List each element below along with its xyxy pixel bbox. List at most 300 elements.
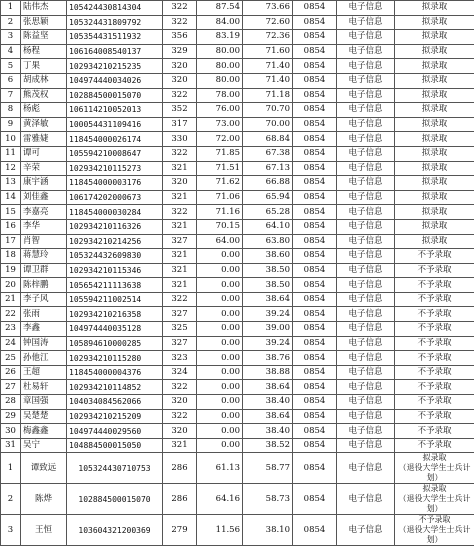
table-row-special-plan — [1, 484, 474, 515]
retest-score: 0.00 — [197, 365, 243, 380]
final-score: 67.13 — [243, 161, 293, 176]
candidate-id: 105894610000285 — [67, 336, 163, 351]
major-name: 电子信息 — [337, 515, 395, 546]
retest-score: 0.00 — [197, 263, 243, 278]
exam-total: 322 — [163, 146, 197, 161]
final-score: 39.24 — [243, 307, 293, 322]
table-body — [1, 1, 474, 546]
retest-score: 0.00 — [197, 336, 243, 351]
exam-total: 321 — [163, 161, 197, 176]
major-code: 0854 — [293, 484, 337, 515]
table-row — [1, 336, 474, 351]
candidate-id: 102884500015070 — [67, 88, 163, 103]
major-name: 电子信息 — [337, 234, 395, 249]
row-number: 1 — [1, 453, 21, 484]
row-number: 17 — [1, 234, 21, 249]
exam-total: 322 — [163, 88, 197, 103]
candidate-id: 105654211113638 — [67, 278, 163, 293]
candidate-name: 孙他江 — [21, 351, 67, 366]
candidate-name: 杨彪 — [21, 103, 67, 118]
retest-score: 80.00 — [197, 59, 243, 74]
row-number: 26 — [1, 365, 21, 380]
major-name: 电子信息 — [337, 30, 395, 45]
admission-status: 不予录取 — [395, 322, 474, 337]
major-name: 电子信息 — [337, 1, 395, 16]
candidate-name: 李华 — [21, 219, 67, 234]
candidate-name: 谭卫群 — [21, 263, 67, 278]
table-row — [1, 322, 474, 337]
candidate-name: 吴宁 — [21, 438, 67, 453]
retest-score: 64.16 — [197, 484, 243, 515]
table-row — [1, 146, 474, 161]
exam-total: 320 — [163, 395, 197, 410]
major-name: 电子信息 — [337, 453, 395, 484]
major-name: 电子信息 — [337, 73, 395, 88]
row-number: 12 — [1, 161, 21, 176]
admission-status: 拟录取 — [395, 1, 474, 16]
row-number: 29 — [1, 409, 21, 424]
major-code: 0854 — [293, 292, 337, 307]
table-row — [1, 409, 474, 424]
candidate-id: 102934210215209 — [67, 409, 163, 424]
retest-score: 0.00 — [197, 351, 243, 366]
candidate-id: 106164008540137 — [67, 44, 163, 59]
final-score: 38.64 — [243, 380, 293, 395]
candidate-name: 钟国涛 — [21, 336, 67, 351]
table-row — [1, 88, 474, 103]
admission-status: 不予录取 — [395, 249, 474, 264]
exam-total: 321 — [163, 438, 197, 453]
major-code: 0854 — [293, 30, 337, 45]
final-score: 71.40 — [243, 73, 293, 88]
major-code: 0854 — [293, 44, 337, 59]
retest-score: 0.00 — [197, 278, 243, 293]
final-score: 38.76 — [243, 351, 293, 366]
retest-score: 64.00 — [197, 234, 243, 249]
major-name: 电子信息 — [337, 278, 395, 293]
retest-score: 0.00 — [197, 438, 243, 453]
admission-status: 拟录取 — [395, 73, 474, 88]
row-number: 6 — [1, 73, 21, 88]
exam-total: 322 — [163, 380, 197, 395]
candidate-name: 蒋慧玲 — [21, 249, 67, 264]
retest-score: 71.62 — [197, 176, 243, 191]
major-code: 0854 — [293, 219, 337, 234]
admission-status: 不予录取 — [395, 336, 474, 351]
major-code: 0854 — [293, 15, 337, 30]
final-score: 68.84 — [243, 132, 293, 147]
admission-status: 不予录取 — [395, 365, 474, 380]
exam-total: 327 — [163, 234, 197, 249]
final-score: 58.73 — [243, 484, 293, 515]
major-name: 电子信息 — [337, 146, 395, 161]
table-row — [1, 73, 474, 88]
major-code: 0854 — [293, 1, 337, 16]
candidate-name: 梅鑫鑫 — [21, 424, 67, 439]
final-score: 38.88 — [243, 365, 293, 380]
exam-total: 330 — [163, 132, 197, 147]
plan-note: （退役大学生士兵计划） — [397, 494, 472, 514]
plan-note: （退役大学生士兵计划） — [397, 525, 472, 545]
table-row — [1, 438, 474, 453]
major-code: 0854 — [293, 59, 337, 74]
candidate-id: 105324432609830 — [67, 249, 163, 264]
retest-score: 0.00 — [197, 424, 243, 439]
final-score: 71.60 — [243, 44, 293, 59]
major-code: 0854 — [293, 73, 337, 88]
major-name: 电子信息 — [337, 15, 395, 30]
exam-total: 322 — [163, 15, 197, 30]
final-score: 72.60 — [243, 15, 293, 30]
retest-score: 71.51 — [197, 161, 243, 176]
row-number: 24 — [1, 336, 21, 351]
candidate-id: 106114210052013 — [67, 103, 163, 118]
major-code: 0854 — [293, 380, 337, 395]
candidate-name: 张雨 — [21, 307, 67, 322]
final-score: 70.00 — [243, 117, 293, 132]
retest-score: 0.00 — [197, 395, 243, 410]
admission-status: 拟录取 — [395, 205, 474, 220]
candidate-id: 105324430710753 — [67, 453, 163, 484]
candidate-id: 105594211002514 — [67, 292, 163, 307]
table-row — [1, 278, 474, 293]
exam-total: 322 — [163, 205, 197, 220]
row-number: 8 — [1, 103, 21, 118]
exam-total: 322 — [163, 292, 197, 307]
table-row — [1, 219, 474, 234]
table-row-special-plan — [1, 515, 474, 546]
retest-score: 76.00 — [197, 103, 243, 118]
major-code: 0854 — [293, 190, 337, 205]
table-row — [1, 234, 474, 249]
major-name: 电子信息 — [337, 409, 395, 424]
major-name: 电子信息 — [337, 395, 395, 410]
candidate-id: 105324431809792 — [67, 15, 163, 30]
final-score: 38.64 — [243, 292, 293, 307]
admission-status: 拟录取 — [395, 117, 474, 132]
exam-total: 317 — [163, 117, 197, 132]
candidate-name: 谭可 — [21, 146, 67, 161]
row-number: 1 — [1, 1, 21, 16]
candidate-name: 黄泽敏 — [21, 117, 67, 132]
final-score: 65.94 — [243, 190, 293, 205]
retest-score: 0.00 — [197, 380, 243, 395]
candidate-id: 105424430814304 — [67, 1, 163, 16]
major-code: 0854 — [293, 424, 337, 439]
admission-status: 不予录取 — [395, 307, 474, 322]
major-code: 0854 — [293, 351, 337, 366]
table-row — [1, 292, 474, 307]
candidate-id: 104974440034026 — [67, 73, 163, 88]
major-name: 电子信息 — [337, 484, 395, 515]
row-number: 3 — [1, 515, 21, 546]
exam-total: 320 — [163, 59, 197, 74]
exam-total: 320 — [163, 176, 197, 191]
table-row — [1, 263, 474, 278]
exam-total: 322 — [163, 409, 197, 424]
final-score: 38.40 — [243, 424, 293, 439]
admission-status: 拟录取 — [395, 30, 474, 45]
exam-total: 327 — [163, 336, 197, 351]
row-number: 13 — [1, 176, 21, 191]
candidate-id: 104884500015050 — [67, 438, 163, 453]
row-number: 2 — [1, 15, 21, 30]
major-code: 0854 — [293, 205, 337, 220]
candidate-id: 118454000030284 — [67, 205, 163, 220]
major-name: 电子信息 — [337, 263, 395, 278]
final-score: 72.36 — [243, 30, 293, 45]
exam-total: 356 — [163, 30, 197, 45]
major-code: 0854 — [293, 88, 337, 103]
retest-score: 80.00 — [197, 44, 243, 59]
retest-score: 83.19 — [197, 30, 243, 45]
major-name: 电子信息 — [337, 190, 395, 205]
candidate-name: 谭致远 — [21, 453, 67, 484]
row-number: 31 — [1, 438, 21, 453]
admission-status: 不予录取 — [395, 292, 474, 307]
row-number: 4 — [1, 44, 21, 59]
retest-score: 73.00 — [197, 117, 243, 132]
exam-total: 322 — [163, 1, 197, 16]
final-score: 70.70 — [243, 103, 293, 118]
candidate-id: 105354431511932 — [67, 30, 163, 45]
row-number: 7 — [1, 88, 21, 103]
final-score: 38.40 — [243, 395, 293, 410]
row-number: 11 — [1, 146, 21, 161]
major-code: 0854 — [293, 263, 337, 278]
exam-total: 286 — [163, 453, 197, 484]
exam-total: 320 — [163, 73, 197, 88]
candidate-id: 100054431109416 — [67, 117, 163, 132]
admission-status — [395, 453, 474, 484]
candidate-name: 吴楚楚 — [21, 409, 67, 424]
candidate-id: 103604321200369 — [67, 515, 163, 546]
candidate-id: 102884500015070 — [67, 484, 163, 515]
final-score: 71.18 — [243, 88, 293, 103]
candidate-name: 胡成林 — [21, 73, 67, 88]
table-row — [1, 1, 474, 16]
retest-score: 72.00 — [197, 132, 243, 147]
major-code: 0854 — [293, 161, 337, 176]
major-code: 0854 — [293, 365, 337, 380]
table-row — [1, 15, 474, 30]
candidate-id: 102934210115346 — [67, 263, 163, 278]
retest-score: 71.16 — [197, 205, 243, 220]
row-number: 19 — [1, 263, 21, 278]
major-code: 0854 — [293, 146, 337, 161]
retest-score: 11.56 — [197, 515, 243, 546]
exam-total: 329 — [163, 44, 197, 59]
table-row — [1, 395, 474, 410]
candidate-name: 李子风 — [21, 292, 67, 307]
major-code: 0854 — [293, 117, 337, 132]
candidate-name: 丁果 — [21, 59, 67, 74]
major-name: 电子信息 — [337, 438, 395, 453]
admission-status: 不予录取 — [395, 351, 474, 366]
major-name: 电子信息 — [337, 219, 395, 234]
candidate-name: 熊茂权 — [21, 88, 67, 103]
exam-total: 324 — [163, 365, 197, 380]
candidate-name: 陈烨 — [21, 484, 67, 515]
major-name: 电子信息 — [337, 59, 395, 74]
major-code: 0854 — [293, 278, 337, 293]
major-name: 电子信息 — [337, 132, 395, 147]
candidate-id: 102934210114852 — [67, 380, 163, 395]
row-number: 23 — [1, 322, 21, 337]
major-name: 电子信息 — [337, 307, 395, 322]
row-number: 14 — [1, 190, 21, 205]
table-row — [1, 44, 474, 59]
exam-total: 327 — [163, 307, 197, 322]
table-row — [1, 103, 474, 118]
candidate-id: 102934210116326 — [67, 219, 163, 234]
final-score: 67.38 — [243, 146, 293, 161]
final-score: 58.77 — [243, 453, 293, 484]
row-number: 5 — [1, 59, 21, 74]
major-name: 电子信息 — [337, 176, 395, 191]
row-number: 15 — [1, 205, 21, 220]
major-name: 电子信息 — [337, 205, 395, 220]
table-row — [1, 59, 474, 74]
row-number: 28 — [1, 395, 21, 410]
final-score: 71.40 — [243, 59, 293, 74]
exam-total: 325 — [163, 322, 197, 337]
final-score: 38.52 — [243, 438, 293, 453]
retest-score: 0.00 — [197, 322, 243, 337]
candidate-id: 118454000004376 — [67, 365, 163, 380]
admission-status — [395, 515, 474, 546]
major-name: 电子信息 — [337, 117, 395, 132]
major-name: 电子信息 — [337, 380, 395, 395]
final-score: 66.88 — [243, 176, 293, 191]
candidate-id: 118454000003176 — [67, 176, 163, 191]
final-score: 38.10 — [243, 515, 293, 546]
final-score: 73.66 — [243, 1, 293, 16]
exam-total: 279 — [163, 515, 197, 546]
exam-total: 321 — [163, 219, 197, 234]
admission-status: 不予录取 — [395, 395, 474, 410]
final-score: 39.24 — [243, 336, 293, 351]
candidate-id: 104034084562066 — [67, 395, 163, 410]
candidate-name: 张思颖 — [21, 15, 67, 30]
major-code: 0854 — [293, 234, 337, 249]
exam-total: 286 — [163, 484, 197, 515]
candidate-id: 102934210216358 — [67, 307, 163, 322]
candidate-name: 王恒 — [21, 515, 67, 546]
row-number: 30 — [1, 424, 21, 439]
candidate-name: 杜易轩 — [21, 380, 67, 395]
admission-status: 不予录取 — [395, 380, 474, 395]
major-name: 电子信息 — [337, 249, 395, 264]
admission-status: 不予录取 — [397, 515, 472, 525]
final-score: 38.50 — [243, 278, 293, 293]
table-row — [1, 117, 474, 132]
major-code: 0854 — [293, 453, 337, 484]
retest-score: 0.00 — [197, 249, 243, 264]
plan-note: （退役大学生士兵计划） — [397, 463, 472, 483]
final-score: 64.10 — [243, 219, 293, 234]
candidate-id: 102934210115273 — [67, 161, 163, 176]
exam-total: 323 — [163, 351, 197, 366]
row-number: 16 — [1, 219, 21, 234]
table-row — [1, 161, 474, 176]
table-row — [1, 365, 474, 380]
major-code: 0854 — [293, 395, 337, 410]
major-code: 0854 — [293, 132, 337, 147]
final-score: 39.00 — [243, 322, 293, 337]
major-code: 0854 — [293, 103, 337, 118]
table-row — [1, 30, 474, 45]
exam-total: 352 — [163, 103, 197, 118]
admission-status: 拟录取 — [395, 234, 474, 249]
retest-score: 87.54 — [197, 1, 243, 16]
retest-score: 71.85 — [197, 146, 243, 161]
final-score: 63.80 — [243, 234, 293, 249]
retest-score: 71.06 — [197, 190, 243, 205]
major-name: 电子信息 — [337, 336, 395, 351]
candidate-id: 102934210215235 — [67, 59, 163, 74]
major-name: 电子信息 — [337, 292, 395, 307]
admission-status — [395, 484, 474, 515]
retest-score: 78.00 — [197, 88, 243, 103]
major-name: 电子信息 — [337, 351, 395, 366]
row-number: 18 — [1, 249, 21, 264]
candidate-id: 105594210008647 — [67, 146, 163, 161]
candidate-name: 章国强 — [21, 395, 67, 410]
candidate-id: 104974440029560 — [67, 424, 163, 439]
candidate-name: 陈梓鹏 — [21, 278, 67, 293]
row-number: 22 — [1, 307, 21, 322]
admission-status: 不予录取 — [395, 263, 474, 278]
candidate-name: 辛荣 — [21, 161, 67, 176]
table-row — [1, 190, 474, 205]
admission-status: 拟录取 — [395, 15, 474, 30]
retest-score: 84.00 — [197, 15, 243, 30]
admission-status: 不予录取 — [395, 278, 474, 293]
table-row-special-plan — [1, 453, 474, 484]
row-number: 27 — [1, 380, 21, 395]
row-number: 20 — [1, 278, 21, 293]
retest-score: 61.13 — [197, 453, 243, 484]
admission-status: 拟录取 — [395, 44, 474, 59]
table-row — [1, 307, 474, 322]
table-row — [1, 176, 474, 191]
retest-score: 0.00 — [197, 409, 243, 424]
admission-status: 拟录取 — [395, 132, 474, 147]
exam-total: 321 — [163, 278, 197, 293]
admission-status: 拟录取 — [397, 453, 472, 463]
row-number: 9 — [1, 117, 21, 132]
candidate-id: 102934210115280 — [67, 351, 163, 366]
candidate-name: 杨程 — [21, 44, 67, 59]
candidate-id: 106174202000673 — [67, 190, 163, 205]
major-code: 0854 — [293, 438, 337, 453]
final-score: 38.60 — [243, 249, 293, 264]
candidate-id: 104974440035128 — [67, 322, 163, 337]
candidate-name: 陆伟杰 — [21, 1, 67, 16]
major-code: 0854 — [293, 515, 337, 546]
admission-status: 拟录取 — [395, 59, 474, 74]
retest-score: 0.00 — [197, 307, 243, 322]
final-score: 65.28 — [243, 205, 293, 220]
candidate-name: 陈益坚 — [21, 30, 67, 45]
exam-total: 321 — [163, 190, 197, 205]
admission-status: 拟录取 — [395, 88, 474, 103]
admission-status: 拟录取 — [395, 176, 474, 191]
retest-score: 70.15 — [197, 219, 243, 234]
admission-status: 拟录取 — [397, 484, 472, 494]
table-row — [1, 132, 474, 147]
